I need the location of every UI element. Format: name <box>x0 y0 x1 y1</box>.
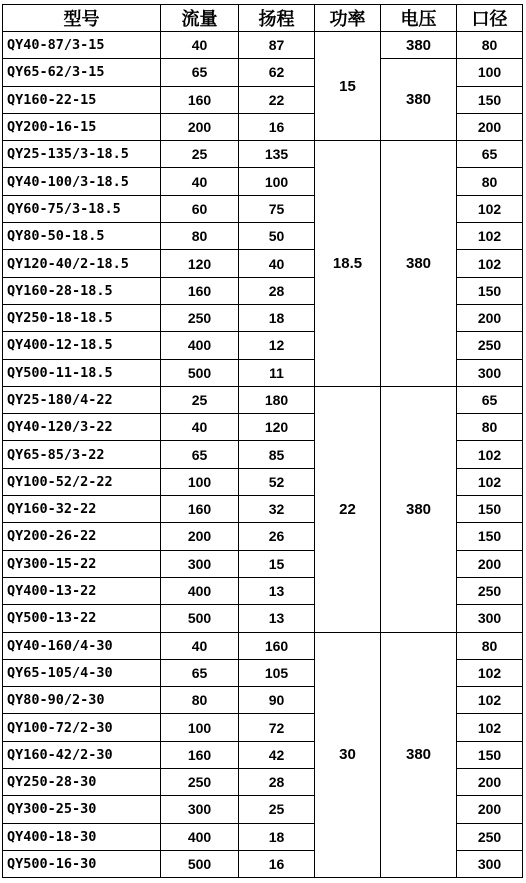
head-cell: 32 <box>239 496 315 523</box>
header-power: 功率 <box>315 5 381 32</box>
flow-cell: 400 <box>161 823 239 850</box>
flow-cell: 500 <box>161 359 239 386</box>
diameter-cell: 80 <box>457 168 523 195</box>
diameter-cell: 150 <box>457 86 523 113</box>
table-row <box>3 141 523 168</box>
diameter-cell: 102 <box>457 659 523 686</box>
head-cell: 160 <box>239 632 315 659</box>
diameter-cell: 250 <box>457 577 523 604</box>
flow-cell: 160 <box>161 86 239 113</box>
flow-cell: 60 <box>161 195 239 222</box>
model-cell: QY160-32-22 <box>3 496 161 523</box>
flow-cell: 25 <box>161 386 239 413</box>
diameter-cell: 200 <box>457 796 523 823</box>
pump-spec-table <box>2 4 523 878</box>
head-cell: 105 <box>239 659 315 686</box>
diameter-cell: 150 <box>457 523 523 550</box>
model-cell: QY25-135/3-18.5 <box>3 141 161 168</box>
diameter-cell: 200 <box>457 769 523 796</box>
flow-cell: 120 <box>161 250 239 277</box>
flow-cell: 25 <box>161 141 239 168</box>
head-cell: 75 <box>239 195 315 222</box>
header-diameter: 口径 <box>457 5 523 32</box>
head-cell: 62 <box>239 59 315 86</box>
diameter-cell: 102 <box>457 223 523 250</box>
flow-cell: 40 <box>161 32 239 59</box>
voltage-cell-group: 380 <box>381 141 457 387</box>
head-cell: 15 <box>239 550 315 577</box>
diameter-cell: 150 <box>457 496 523 523</box>
diameter-cell: 102 <box>457 468 523 495</box>
model-cell: QY250-28-30 <box>3 769 161 796</box>
flow-cell: 300 <box>161 796 239 823</box>
flow-cell: 40 <box>161 632 239 659</box>
model-cell: QY500-13-22 <box>3 605 161 632</box>
head-cell: 40 <box>239 250 315 277</box>
model-cell: QY300-25-30 <box>3 796 161 823</box>
diameter-cell: 300 <box>457 850 523 877</box>
table-row <box>3 632 523 659</box>
diameter-cell: 102 <box>457 250 523 277</box>
flow-cell: 100 <box>161 468 239 495</box>
power-cell-group: 18.5 <box>315 141 381 387</box>
diameter-cell: 80 <box>457 32 523 59</box>
diameter-cell: 200 <box>457 113 523 140</box>
header-voltage: 电压 <box>381 5 457 32</box>
diameter-cell: 102 <box>457 687 523 714</box>
head-cell: 13 <box>239 605 315 632</box>
flow-cell: 400 <box>161 332 239 359</box>
head-cell: 18 <box>239 823 315 850</box>
flow-cell: 100 <box>161 714 239 741</box>
model-cell: QY80-50-18.5 <box>3 223 161 250</box>
header-flow: 流量 <box>161 5 239 32</box>
model-cell: QY80-90/2-30 <box>3 687 161 714</box>
head-cell: 42 <box>239 741 315 768</box>
model-cell: QY65-105/4-30 <box>3 659 161 686</box>
diameter-cell: 250 <box>457 332 523 359</box>
flow-cell: 500 <box>161 605 239 632</box>
head-cell: 11 <box>239 359 315 386</box>
flow-cell: 200 <box>161 113 239 140</box>
flow-cell: 65 <box>161 659 239 686</box>
flow-cell: 250 <box>161 769 239 796</box>
table-row <box>3 59 523 86</box>
diameter-cell: 102 <box>457 714 523 741</box>
model-cell: QY40-87/3-15 <box>3 32 161 59</box>
model-cell: QY60-75/3-18.5 <box>3 195 161 222</box>
head-cell: 52 <box>239 468 315 495</box>
diameter-cell: 200 <box>457 304 523 331</box>
head-cell: 50 <box>239 223 315 250</box>
head-cell: 120 <box>239 414 315 441</box>
flow-cell: 80 <box>161 687 239 714</box>
flow-cell: 200 <box>161 523 239 550</box>
head-cell: 26 <box>239 523 315 550</box>
model-cell: QY100-52/2-22 <box>3 468 161 495</box>
head-cell: 22 <box>239 86 315 113</box>
flow-cell: 65 <box>161 441 239 468</box>
head-cell: 85 <box>239 441 315 468</box>
flow-cell: 40 <box>161 414 239 441</box>
flow-cell: 250 <box>161 304 239 331</box>
flow-cell: 65 <box>161 59 239 86</box>
header-model: 型号 <box>3 5 161 32</box>
model-cell: QY100-72/2-30 <box>3 714 161 741</box>
head-cell: 18 <box>239 304 315 331</box>
power-cell-group: 22 <box>315 386 381 632</box>
diameter-cell: 150 <box>457 741 523 768</box>
model-cell: QY250-18-18.5 <box>3 304 161 331</box>
diameter-cell: 100 <box>457 59 523 86</box>
diameter-cell: 250 <box>457 823 523 850</box>
model-cell: QY120-40/2-18.5 <box>3 250 161 277</box>
diameter-cell: 80 <box>457 414 523 441</box>
head-cell: 90 <box>239 687 315 714</box>
flow-cell: 300 <box>161 550 239 577</box>
model-cell: QY65-85/3-22 <box>3 441 161 468</box>
model-cell: QY200-16-15 <box>3 113 161 140</box>
voltage-cell-group: 380 <box>381 386 457 632</box>
model-cell: QY500-16-30 <box>3 850 161 877</box>
power-cell-group: 30 <box>315 632 381 878</box>
head-cell: 87 <box>239 32 315 59</box>
model-cell: QY40-120/3-22 <box>3 414 161 441</box>
model-cell: QY500-11-18.5 <box>3 359 161 386</box>
flow-cell: 160 <box>161 741 239 768</box>
flow-cell: 40 <box>161 168 239 195</box>
table-row <box>3 386 523 413</box>
flow-cell: 160 <box>161 496 239 523</box>
diameter-cell: 80 <box>457 632 523 659</box>
head-cell: 13 <box>239 577 315 604</box>
flow-cell: 500 <box>161 850 239 877</box>
model-cell: QY400-13-22 <box>3 577 161 604</box>
head-cell: 135 <box>239 141 315 168</box>
header-head: 扬程 <box>239 5 315 32</box>
diameter-cell: 65 <box>457 386 523 413</box>
diameter-cell: 300 <box>457 359 523 386</box>
diameter-cell: 150 <box>457 277 523 304</box>
head-cell: 25 <box>239 796 315 823</box>
flow-cell: 80 <box>161 223 239 250</box>
flow-cell: 400 <box>161 577 239 604</box>
head-cell: 28 <box>239 769 315 796</box>
head-cell: 16 <box>239 850 315 877</box>
diameter-cell: 65 <box>457 141 523 168</box>
header-row <box>3 5 523 32</box>
model-cell: QY160-28-18.5 <box>3 277 161 304</box>
head-cell: 12 <box>239 332 315 359</box>
diameter-cell: 300 <box>457 605 523 632</box>
model-cell: QY40-100/3-18.5 <box>3 168 161 195</box>
model-cell: QY300-15-22 <box>3 550 161 577</box>
model-cell: QY65-62/3-15 <box>3 59 161 86</box>
model-cell: QY400-12-18.5 <box>3 332 161 359</box>
head-cell: 180 <box>239 386 315 413</box>
model-cell: QY25-180/4-22 <box>3 386 161 413</box>
voltage-cell: 380 <box>381 32 457 59</box>
table-row <box>3 32 523 59</box>
head-cell: 16 <box>239 113 315 140</box>
model-cell: QY160-42/2-30 <box>3 741 161 768</box>
voltage-cell-group: 380 <box>381 59 457 141</box>
model-cell: QY200-26-22 <box>3 523 161 550</box>
flow-cell: 160 <box>161 277 239 304</box>
power-cell-group: 15 <box>315 32 381 141</box>
diameter-cell: 200 <box>457 550 523 577</box>
model-cell: QY40-160/4-30 <box>3 632 161 659</box>
diameter-cell: 102 <box>457 195 523 222</box>
model-cell: QY400-18-30 <box>3 823 161 850</box>
model-cell: QY160-22-15 <box>3 86 161 113</box>
head-cell: 100 <box>239 168 315 195</box>
diameter-cell: 102 <box>457 441 523 468</box>
head-cell: 72 <box>239 714 315 741</box>
voltage-cell-group: 380 <box>381 632 457 878</box>
head-cell: 28 <box>239 277 315 304</box>
spec-table-container <box>2 4 523 878</box>
